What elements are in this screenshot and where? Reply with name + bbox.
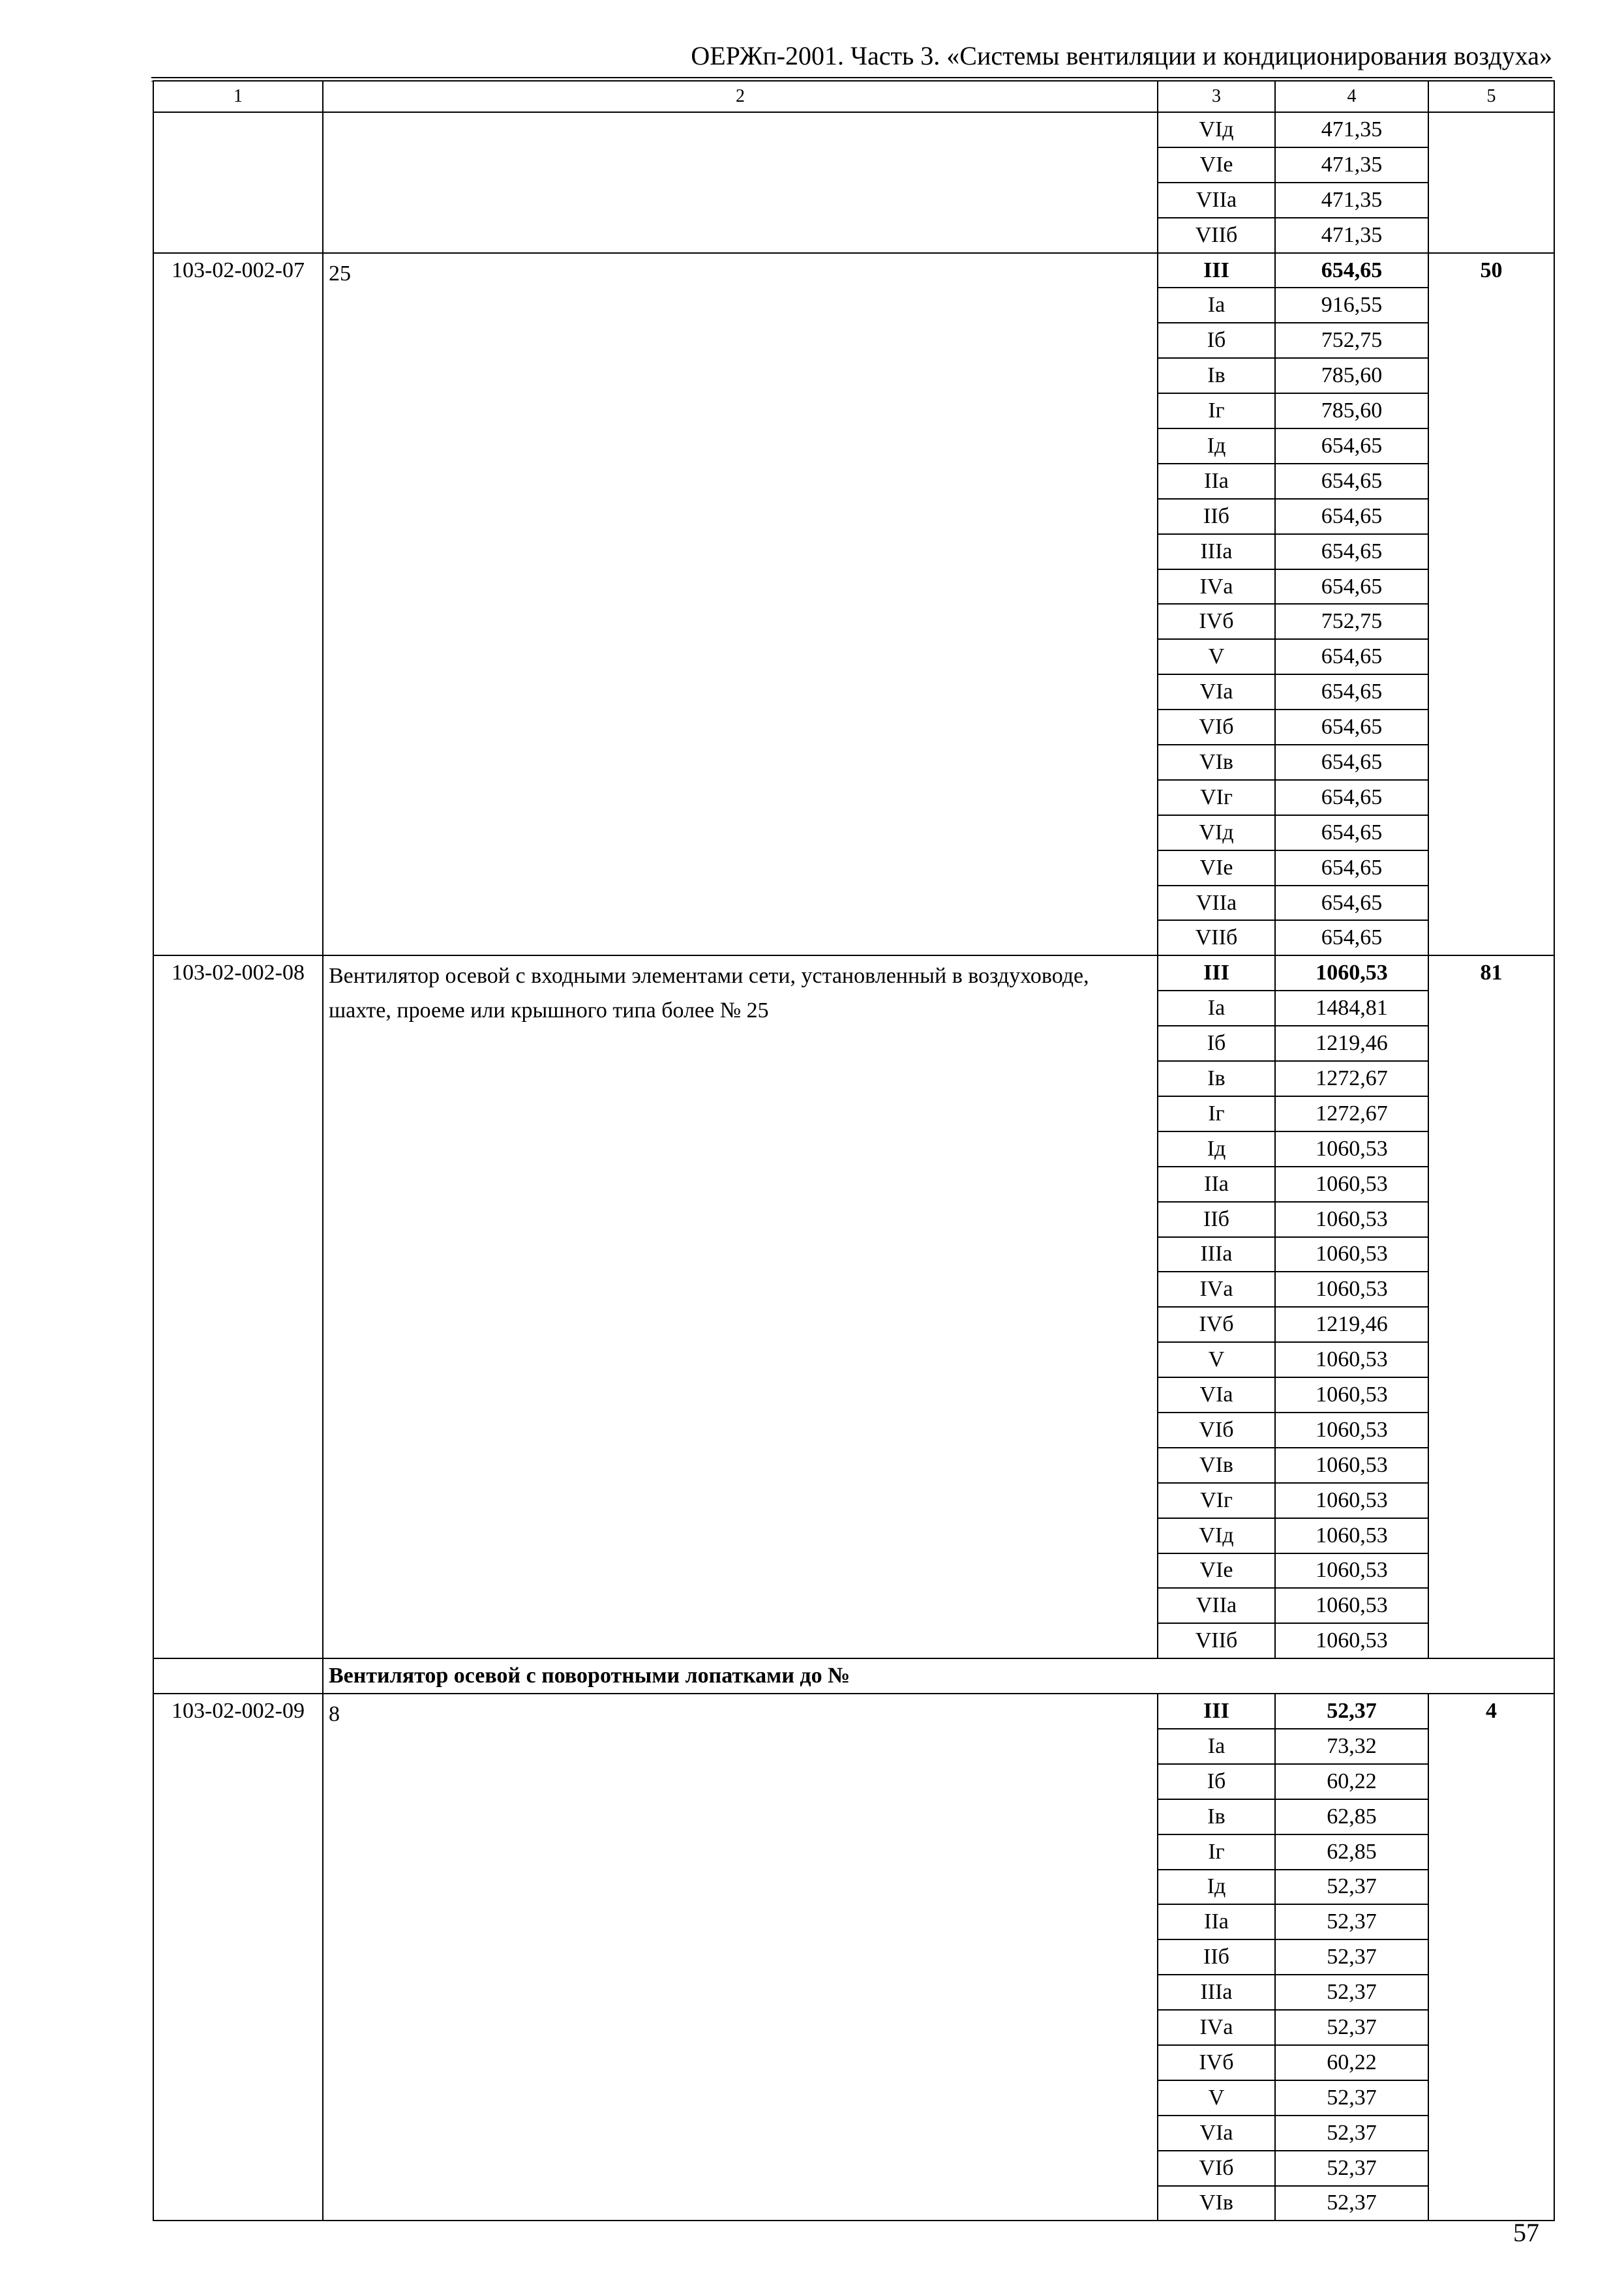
price-cell: 654,65 [1275, 710, 1428, 745]
table-row [153, 112, 1554, 147]
column-number: 5 [1428, 81, 1554, 112]
price-cell: 1060,53 [1275, 1377, 1428, 1413]
zone-cell: VIIб [1158, 920, 1275, 955]
zone-cell: Iб [1158, 1026, 1275, 1061]
document-title: ОЕРЖп-2001. Часть 3. «Системы вентиляции и кондиционирования воздуха» [691, 41, 1552, 70]
price-cell: 654,65 [1275, 464, 1428, 499]
zone-cell: VIе [1158, 1553, 1275, 1589]
price-cell: 654,65 [1275, 815, 1428, 850]
zone-cell: Iа [1158, 288, 1275, 323]
section-title: Вентилятор осевой с поворотными лопатками до № [323, 1658, 1554, 1694]
price-cell: 654,65 [1275, 569, 1428, 605]
section-header-row [153, 1658, 1554, 1694]
zone-cell: Iв [1158, 1799, 1275, 1834]
price-cell: 1060,53 [1275, 1342, 1428, 1377]
price-cell: 1484,81 [1275, 991, 1428, 1026]
price-cell: 785,60 [1275, 358, 1428, 393]
zone-cell: VIд [1158, 112, 1275, 147]
price-cell: 62,85 [1275, 1834, 1428, 1870]
zone-cell: III [1158, 955, 1275, 991]
price-cell: 1060,53 [1275, 1202, 1428, 1237]
price-cell: 1219,46 [1275, 1307, 1428, 1342]
price-cell: 52,37 [1275, 2010, 1428, 2045]
price-cell: 1060,53 [1275, 1623, 1428, 1658]
column-number: 1 [153, 81, 323, 112]
zone-cell: VIг [1158, 780, 1275, 815]
price-cell: 1060,53 [1275, 1237, 1428, 1272]
price-cell: 1272,67 [1275, 1096, 1428, 1131]
zone-cell: VIа [1158, 674, 1275, 710]
zone-cell: III [1158, 253, 1275, 288]
table-row [153, 955, 1554, 991]
zone-cell: Iг [1158, 1834, 1275, 1870]
price-cell: 62,85 [1275, 1799, 1428, 1834]
zone-cell: IIIа [1158, 1237, 1275, 1272]
zone-cell: VIIа [1158, 183, 1275, 218]
column-number: 2 [323, 81, 1158, 112]
zone-cell: VIг [1158, 1483, 1275, 1518]
price-cell: 916,55 [1275, 288, 1428, 323]
price-cell: 52,37 [1275, 1904, 1428, 1939]
price-cell: 471,35 [1275, 112, 1428, 147]
extra-cell [1428, 112, 1554, 253]
price-cell: 1060,53 [1275, 955, 1428, 991]
zone-cell: Iа [1158, 991, 1275, 1026]
zone-cell: IVб [1158, 1307, 1275, 1342]
zone-cell: IVб [1158, 2045, 1275, 2080]
price-cell: 654,65 [1275, 253, 1428, 288]
page-number: 57 [1513, 2218, 1539, 2247]
zone-cell: Iб [1158, 323, 1275, 358]
price-cell: 1060,53 [1275, 1483, 1428, 1518]
price-cell: 654,65 [1275, 499, 1428, 534]
price-cell: 73,32 [1275, 1729, 1428, 1764]
price-cell: 654,65 [1275, 428, 1428, 464]
zone-cell: VIIа [1158, 886, 1275, 921]
zone-cell: VIIб [1158, 218, 1275, 253]
price-cell: 471,35 [1275, 183, 1428, 218]
price-cell: 60,22 [1275, 2045, 1428, 2080]
description-cell [323, 112, 1158, 253]
zone-cell: Iв [1158, 358, 1275, 393]
zone-cell: IIIа [1158, 534, 1275, 569]
price-cell: 60,22 [1275, 1764, 1428, 1799]
zone-cell: Iг [1158, 393, 1275, 428]
column-number: 4 [1275, 81, 1428, 112]
zone-cell: V [1158, 2080, 1275, 2116]
zone-cell: VIIа [1158, 1588, 1275, 1623]
price-cell: 1060,53 [1275, 1448, 1428, 1483]
zone-cell: Iд [1158, 428, 1275, 464]
zone-cell: VIе [1158, 850, 1275, 886]
price-cell: 654,65 [1275, 886, 1428, 921]
price-cell: 1060,53 [1275, 1272, 1428, 1307]
price-cell: 1219,46 [1275, 1026, 1428, 1061]
price-cell: 785,60 [1275, 393, 1428, 428]
zone-cell: VIа [1158, 2116, 1275, 2151]
page-header [151, 35, 1552, 78]
extra-cell: 81 [1428, 955, 1554, 1658]
zone-cell: Iд [1158, 1870, 1275, 1905]
zone-cell: VIв [1158, 1448, 1275, 1483]
zone-cell: IIа [1158, 1167, 1275, 1202]
price-cell: 752,75 [1275, 323, 1428, 358]
table-row [153, 1694, 1554, 1729]
zone-cell: VIв [1158, 2186, 1275, 2221]
rate-code-cell [153, 112, 323, 253]
price-cell: 654,65 [1275, 920, 1428, 955]
price-cell: 1060,53 [1275, 1553, 1428, 1589]
rate-code-cell: 103-02-002-09 [153, 1694, 323, 2221]
zone-cell: IIа [1158, 464, 1275, 499]
zone-cell: VIд [1158, 815, 1275, 850]
zone-cell: VIб [1158, 2151, 1275, 2186]
zone-cell: III [1158, 1694, 1275, 1729]
price-cell: 52,37 [1275, 1975, 1428, 2010]
price-cell: 654,65 [1275, 534, 1428, 569]
zone-cell: IVб [1158, 604, 1275, 639]
price-cell: 1060,53 [1275, 1413, 1428, 1448]
price-cell: 52,37 [1275, 1939, 1428, 1975]
price-cell: 52,37 [1275, 1870, 1428, 1905]
zone-cell: Iа [1158, 1729, 1275, 1764]
price-cell: 1060,53 [1275, 1131, 1428, 1167]
zone-cell: IIб [1158, 499, 1275, 534]
zone-cell: VIв [1158, 745, 1275, 780]
zone-cell: V [1158, 639, 1275, 674]
price-cell: 1272,67 [1275, 1061, 1428, 1096]
extra-cell: 50 [1428, 253, 1554, 956]
zone-cell: VIб [1158, 710, 1275, 745]
price-cell: 1060,53 [1275, 1167, 1428, 1202]
description-cell: 8 [323, 1694, 1158, 2221]
price-cell: 752,75 [1275, 604, 1428, 639]
price-cell: 1060,53 [1275, 1518, 1428, 1553]
zone-cell: Iб [1158, 1764, 1275, 1799]
zone-cell: Iг [1158, 1096, 1275, 1131]
price-cell: 654,65 [1275, 674, 1428, 710]
zone-cell: Iв [1158, 1061, 1275, 1096]
price-cell: 471,35 [1275, 147, 1428, 183]
zone-cell: V [1158, 1342, 1275, 1377]
zone-cell: VIб [1158, 1413, 1275, 1448]
zone-cell: VIIб [1158, 1623, 1275, 1658]
price-table [153, 80, 1555, 2221]
zone-cell: IVа [1158, 569, 1275, 605]
column-number: 3 [1158, 81, 1275, 112]
zone-cell: IIа [1158, 1904, 1275, 1939]
price-cell: 654,65 [1275, 780, 1428, 815]
price-cell: 471,35 [1275, 218, 1428, 253]
zone-cell: VIд [1158, 1518, 1275, 1553]
rate-code-cell: 103-02-002-08 [153, 955, 323, 1658]
price-cell: 654,65 [1275, 639, 1428, 674]
table-row [153, 253, 1554, 288]
price-cell: 654,65 [1275, 850, 1428, 886]
extra-cell: 4 [1428, 1694, 1554, 2221]
zone-cell: VIа [1158, 1377, 1275, 1413]
price-cell: 52,37 [1275, 1694, 1428, 1729]
zone-cell: Iд [1158, 1131, 1275, 1167]
description-cell: 25 [323, 253, 1158, 956]
price-cell: 52,37 [1275, 2186, 1428, 2221]
description-cell: Вентилятор осевой с входными элементами сети, установленный в воздуховоде, шахте, проеме или крышного типа более № 25 [323, 955, 1158, 1658]
price-cell: 52,37 [1275, 2116, 1428, 2151]
zone-cell: IVа [1158, 2010, 1275, 2045]
zone-cell: IVа [1158, 1272, 1275, 1307]
rate-code-cell: 103-02-002-07 [153, 253, 323, 956]
zone-cell: VIе [1158, 147, 1275, 183]
column-number-row [153, 81, 1554, 112]
price-cell: 52,37 [1275, 2080, 1428, 2116]
section-blank-cell [153, 1658, 323, 1694]
zone-cell: IIIа [1158, 1975, 1275, 2010]
price-cell: 52,37 [1275, 2151, 1428, 2186]
zone-cell: IIб [1158, 1939, 1275, 1975]
price-cell: 654,65 [1275, 745, 1428, 780]
price-cell: 1060,53 [1275, 1588, 1428, 1623]
zone-cell: IIб [1158, 1202, 1275, 1237]
